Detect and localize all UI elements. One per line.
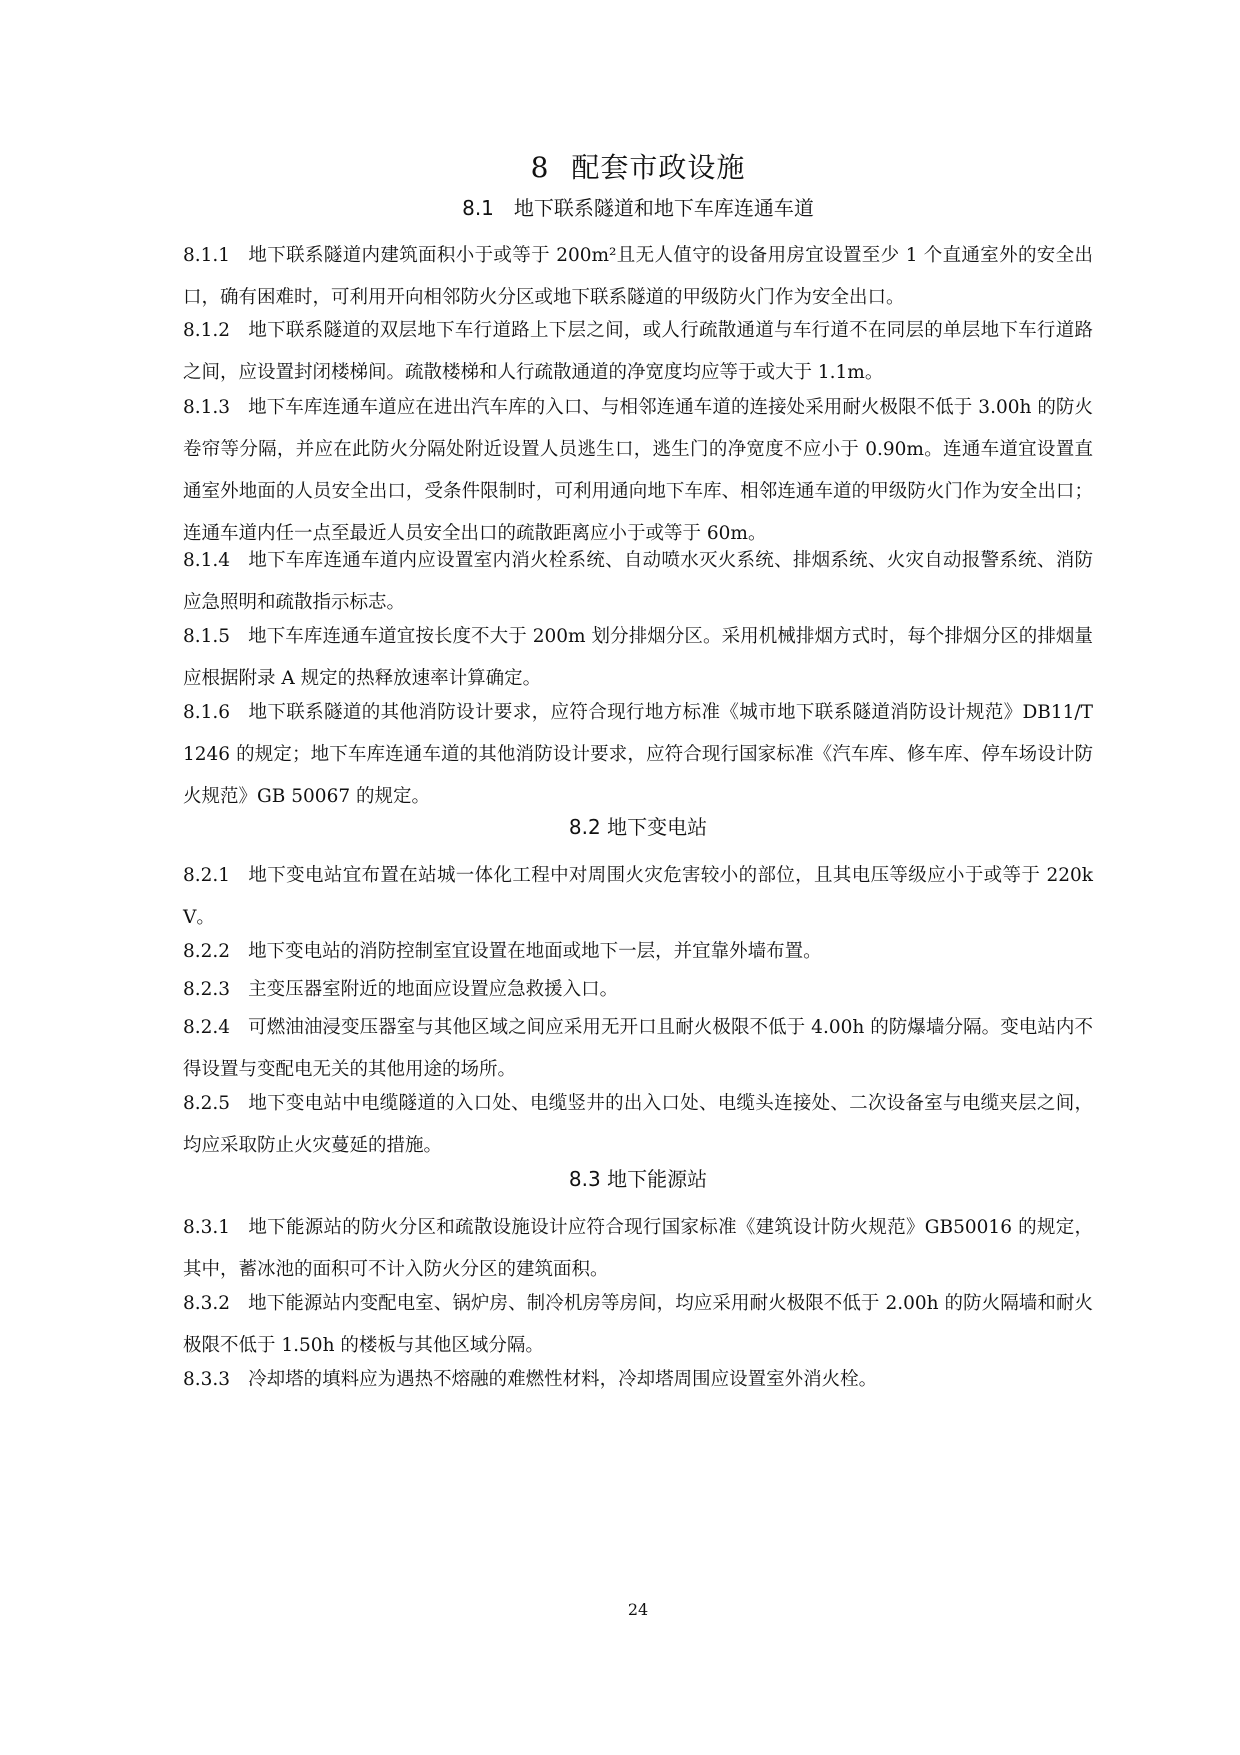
clause-8-2-4 — [183, 1007, 1093, 1091]
clause-number: 8.3.2 — [183, 1293, 231, 1314]
chapter-number: 8 — [530, 151, 550, 184]
clause-number: 8.3.1 — [183, 1217, 231, 1238]
clause-text: 地下联系隧道的双层地下车行道路上下层之间，或人行疏散通道与车行道不在同层的单层地下车行道路之间，应设置封闭楼梯间。疏散楼梯和人行疏散通道的净宽度均应等于或大于 1.1m。 — [183, 320, 1093, 383]
clause-text: 冷却塔的填料应为遇热不熔融的难燃性材料，冷却塔周围应设置室外消火栓。 — [248, 1369, 878, 1390]
clause-number: 8.2.1 — [183, 865, 231, 886]
clause-8-1-4 — [183, 540, 1093, 624]
clause-8-1-2 — [183, 310, 1093, 394]
clause-8-1-3 — [183, 387, 1093, 555]
clause-8-1-6 — [183, 692, 1093, 818]
section-heading-8-1: 8.1 地下联系隧道和地下车库连通车道 — [462, 196, 814, 220]
clause-number: 8.1.4 — [183, 550, 231, 571]
clause-8-3-1 — [183, 1207, 1093, 1291]
clause-text: 地下车库连通车道内应设置室内消火栓系统、自动喷水灭火系统、排烟系统、火灾自动报警系统、消防应急照明和疏散指示标志。 — [183, 550, 1093, 613]
clause-8-3-3 — [183, 1359, 1093, 1401]
clause-text: 地下车库连通车道宜按长度不大于 200m 划分排烟分区。采用机械排烟方式时，每个排烟分区的排烟量应根据附录 A 规定的热释放速率计算确定。 — [183, 626, 1093, 689]
clause-text: 主变压器室附近的地面应设置应急救援入口。 — [248, 979, 619, 1000]
chapter-title-text: 配套市政设施 — [571, 151, 746, 184]
clause-text: 地下变电站中电缆隧道的入口处、电缆竖井的出入口处、电缆头连接处、二次设备室与电缆夹层之间，均应采取防止火灾蔓延的措施。 — [183, 1093, 1093, 1156]
document-page — [183, 0, 1093, 1755]
clause-number: 8.1.6 — [183, 702, 231, 723]
page-number: 24 — [627, 1600, 649, 1619]
clause-8-3-2 — [183, 1283, 1093, 1367]
clause-text: 地下联系隧道内建筑面积小于或等于 200m²且无人值守的设备用房宜设置至少 1 个直通室外的安全出口，确有困难时，可利用开向相邻防火分区或地下联系隧道的甲级防火门作为安全出口。 — [183, 245, 1093, 308]
clause-text: 地下能源站的防火分区和疏散设施设计应符合现行国家标准《建筑设计防火规范》GB50016 的规定，其中，蓄冰池的面积可不计入防火分区的建筑面积。 — [183, 1217, 1093, 1280]
clause-number: 8.1.2 — [183, 320, 231, 341]
section-heading-8-3: 8.3 地下能源站 — [568, 1167, 708, 1191]
clause-number: 8.3.3 — [183, 1369, 231, 1390]
clause-8-2-1 — [183, 855, 1093, 939]
clause-number: 8.1.1 — [183, 245, 231, 266]
clause-8-1-1 — [183, 235, 1093, 319]
clause-number: 8.1.5 — [183, 626, 231, 647]
clause-number: 8.2.3 — [183, 979, 231, 1000]
chapter-title — [183, 148, 1093, 188]
clause-number: 8.1.3 — [183, 397, 231, 418]
clause-8-2-2 — [183, 931, 1093, 973]
clause-8-2-5 — [183, 1083, 1093, 1167]
clause-text: 地下能源站内变配电室、锅炉房、制冷机房等房间，均应采用耐火极限不低于 2.00h 的防火隔墙和耐火极限不低于 1.50h 的楼板与其他区域分隔。 — [183, 1293, 1093, 1356]
section-heading-8-2: 8.2 地下变电站 — [568, 815, 708, 839]
clause-text: 地下车库连通车道应在进出汽车库的入口、与相邻连通车道的连接处采用耐火极限不低于 3.00h 的防火卷帘等分隔，并应在此防火分隔处附近设置人员逃生口，逃生门的净宽度不应小于 0.90m。连通车道宜设置直通室外地面的人员安全出口，受条件限制时，可利用通向地下车库、相邻连通车道的甲级防火门作为安全出口；连通车道内任一点至最近人员安全出口的疏散距离应小于或等于 60m。 — [183, 397, 1093, 544]
clause-text: 地下变电站的消防控制室宜设置在地面或地下一层，并宜靠外墙布置。 — [248, 941, 822, 962]
clause-number: 8.2.4 — [183, 1017, 231, 1038]
clause-text: 地下变电站宜布置在站城一体化工程中对周围火灾危害较小的部位，且其电压等级应小于或等于 220kV。 — [183, 865, 1093, 928]
clause-text: 可燃油油浸变压器室与其他区域之间应采用无开口且耐火极限不低于 4.00h 的防爆墙分隔。变电站内不得设置与变配电无关的其他用途的场所。 — [183, 1017, 1093, 1080]
clause-text: 地下联系隧道的其他消防设计要求，应符合现行地方标准《城市地下联系隧道消防设计规范》DB11/T 1246 的规定；地下车库连通车道的其他消防设计要求，应符合现行国家标准《汽车库、修车库、停车场设计防火规范》GB 50067 的规定。 — [183, 702, 1093, 807]
clause-8-1-5 — [183, 616, 1093, 700]
clause-number: 8.2.5 — [183, 1093, 231, 1114]
clause-number: 8.2.2 — [183, 941, 231, 962]
clause-8-2-3 — [183, 969, 1093, 1011]
